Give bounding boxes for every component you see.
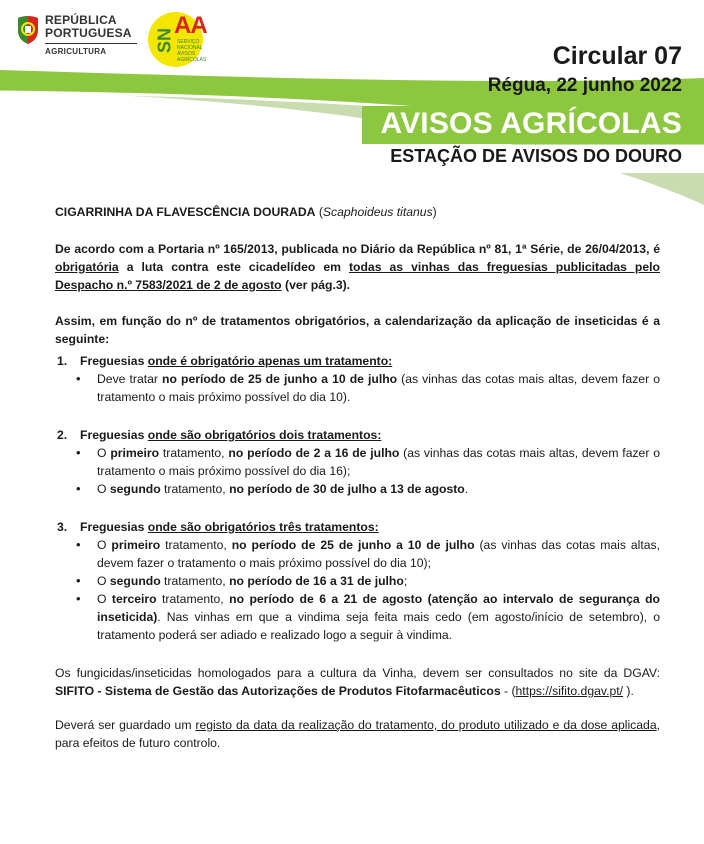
- decree-obligatory: obrigatória: [55, 260, 119, 274]
- item-note: .: [464, 482, 469, 496]
- banner-subtitle: ESTAÇÃO DE AVISOS DO DOURO: [390, 146, 682, 166]
- item-text: tratamento,: [160, 482, 230, 496]
- pest-heading: [55, 203, 660, 221]
- sifito-system-name: SIFITO - Sistema de Gestão das Autorizações de Produtos Fitofarmacêuticos: [55, 684, 501, 698]
- sifito-text: Os fungicidas/inseticidas homologados para a cultura da Vinha, devem ser consultados no site da DGAV:: [55, 666, 660, 680]
- item-period: no período de 25 de junho a 10 de julho: [162, 372, 398, 386]
- list-item: [55, 370, 660, 406]
- snaa-logo-sn: SN: [154, 28, 175, 54]
- snaa-logo-subtitle: SERVIÇO NACIONAL AVISOS AGRÍCOLAS: [177, 39, 207, 63]
- list-item: [55, 536, 660, 572]
- section-two-treatments: [55, 426, 660, 498]
- section-three-treatments: [55, 518, 660, 644]
- item-text: O: [97, 538, 112, 552]
- section-number: 2.: [57, 428, 68, 442]
- item-text: Deve tratar: [97, 372, 163, 386]
- list-item: [55, 480, 660, 498]
- record-requirement: registo da data da realização do tratamento, do produto utilizado e da dose aplicada: [195, 718, 657, 732]
- item-text: tratamento,: [156, 592, 230, 606]
- section-heading-text: Freguesias: [80, 354, 148, 368]
- circular-number: Circular 07: [552, 42, 682, 70]
- item-text: O: [97, 592, 112, 606]
- pest-paren-close: ): [432, 205, 437, 219]
- item-text: O: [97, 482, 110, 496]
- gov-logo-line2: PORTUGUESA: [45, 26, 132, 40]
- republica-portuguesa-logo: [14, 12, 139, 62]
- list-item: [55, 590, 660, 644]
- item-note: ;: [403, 574, 408, 588]
- item-ordinal: segundo: [109, 482, 161, 496]
- pest-paren-open: (: [315, 205, 323, 219]
- sifito-text-end: ).: [623, 684, 634, 698]
- bullet-list: [55, 536, 660, 644]
- list-item: [55, 572, 660, 590]
- section-number: 1.: [57, 354, 68, 368]
- item-period: no período de 6 a 21 de agosto: [229, 592, 423, 606]
- item-ordinal: segundo: [109, 574, 161, 588]
- pest-scientific-name: Scaphoideus titanus: [322, 205, 433, 219]
- decree-paragraph: [55, 240, 660, 294]
- decree-text-1: De acordo com a Portaria nº 165/2013, publicada no Diário da República nº 81, 1ª Série, de 26/04/2013, é: [55, 242, 660, 256]
- section-heading-condition: onde são obrigatórios três tratamentos:: [147, 520, 379, 534]
- gov-logo-rule: [45, 43, 137, 44]
- item-text: tratamento,: [160, 574, 230, 588]
- snaa-logo: [148, 12, 228, 67]
- gov-logo-line1: REPÚBLICA: [45, 13, 117, 27]
- bullet-list: [55, 370, 660, 406]
- section-number: 3.: [57, 520, 68, 534]
- item-text: tratamento,: [159, 446, 229, 460]
- item-period: no período de 30 de julho a 13 de agosto: [229, 482, 465, 496]
- bullet-list: [55, 444, 660, 498]
- intro-paragraph: Assim, em função do nº de tratamentos obrigatórios, a calendarização da aplicação de inseticidas é a seguinte:: [55, 314, 660, 346]
- sifito-text-paren: - (: [500, 684, 516, 698]
- decree-scope: todas as vinhas das freguesias publicitadas pelo Despacho n.º 7583/2021 de 2 de agosto: [55, 260, 660, 292]
- document-body: [55, 203, 660, 752]
- section-heading-text: Freguesias: [80, 520, 148, 534]
- section-heading-text: Freguesias: [80, 428, 148, 442]
- item-period: no período de 25 de junho a 10 de julho: [231, 538, 475, 552]
- record-text-end: , para efeitos de futuro controlo.: [55, 718, 660, 750]
- item-text: O: [97, 574, 110, 588]
- section-heading-condition: onde é obrigatório apenas um tratamento:: [147, 354, 393, 368]
- banner-title: AVISOS AGRÍCOLAS: [380, 107, 682, 140]
- document-header: [0, 0, 704, 205]
- item-ordinal: terceiro: [111, 592, 157, 606]
- item-text: O: [97, 446, 111, 460]
- circular-date: Régua, 22 junho 2022: [487, 75, 682, 96]
- pest-name: CIGARRINHA DA FLAVESCÊNCIA DOURADA: [55, 205, 316, 219]
- item-note: . Nas vinhas em que a vindima seja feita mais cedo (em agosto/início de setembro), o tratamento poderá ser adiado e realizado logo a seguir à vindima.: [97, 610, 660, 642]
- item-note: (as vinhas das cotas mais altas, devem fazer o tratamento o mais próximo possível do dia 10).: [97, 372, 660, 404]
- section-heading-condition: onde são obrigatórios dois tratamentos:: [147, 428, 382, 442]
- decree-text-3: a luta contra este cicadelídeo em: [118, 260, 349, 274]
- decree-text-5: (ver pág.3).: [281, 278, 351, 292]
- item-note: (as vinhas das cotas mais altas, devem fazer o tratamento o mais próximo possível do dia 10);: [97, 538, 660, 570]
- list-item: [55, 444, 660, 480]
- item-ordinal: primeiro: [111, 538, 161, 552]
- sifito-paragraph: [55, 664, 660, 700]
- section-heading: [55, 352, 660, 370]
- item-warning: (atenção ao intervalo de segurança do inseticida): [97, 592, 660, 624]
- item-period: no período de 16 a 31 de julho: [229, 574, 404, 588]
- portugal-emblem-icon: [14, 14, 42, 44]
- sifito-link[interactable]: https://sifito.dgav.pt/: [515, 684, 624, 698]
- section-one-treatment: [55, 352, 660, 406]
- item-note: (as vinhas das cotas mais altas, devem fazer o tratamento o mais próximo possível do dia 16);: [97, 446, 660, 478]
- section-heading: [55, 426, 660, 444]
- item-text: tratamento,: [160, 538, 232, 552]
- gov-logo-ministry: AGRICULTURA: [45, 47, 107, 56]
- item-period: no período de 2 a 16 de julho: [228, 446, 400, 460]
- section-heading: [55, 518, 660, 536]
- snaa-logo-aa: AA: [174, 12, 207, 39]
- item-ordinal: primeiro: [110, 446, 160, 460]
- record-text: Deverá ser guardado um: [55, 718, 196, 732]
- record-keeping-paragraph: [55, 716, 660, 752]
